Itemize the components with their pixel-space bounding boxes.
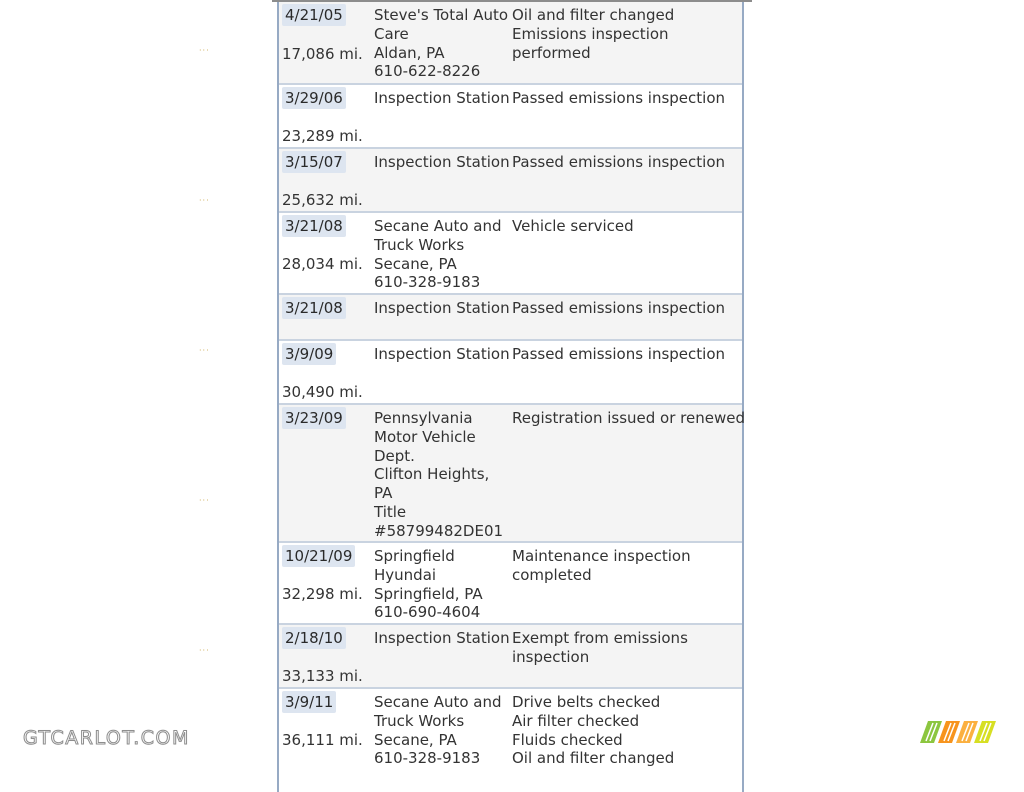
record-location [374,547,509,622]
history-record [279,341,742,405]
location-line: Motor Vehicle [374,427,476,446]
service-line: Passed emissions inspection [512,345,726,363]
record-date: 3/15/07 [282,151,346,173]
record-location [374,299,509,318]
service-line: Passed emissions inspection [512,89,726,107]
service-line: Exempt from emissions [512,629,688,647]
location-line: #58799482DE01 [374,521,504,540]
location-line: Pennsylvania [374,409,473,427]
location-line: Inspection Station [374,89,510,107]
location-line: Secane Auto and [374,693,502,711]
decorative-dots: ··· [199,196,210,205]
service-line: Fluids checked [512,730,623,749]
location-line: Secane Auto and [374,217,502,235]
location-line: Inspection Station [374,299,510,317]
location-line: Inspection Station [374,153,510,171]
location-line: Hyundai [374,565,437,584]
decorative-dots: ··· [199,46,210,55]
record-mileage: 17,086 mi. [282,45,363,63]
service-line: Maintenance inspection [512,547,691,565]
service-line: Passed emissions inspection [512,153,726,171]
record-location [374,217,509,292]
service-line: Vehicle serviced [512,217,634,235]
service-line: Registration issued or renewed [512,409,745,427]
record-location [374,345,509,364]
record-mileage: 36,111 mi. [282,731,363,749]
service-line: Air filter checked [512,711,640,730]
record-date: 3/29/06 [282,87,346,109]
record-mileage: 28,034 mi. [282,255,363,273]
history-record [279,213,742,295]
service-line: Drive belts checked [512,693,661,711]
location-line: Secane, PA [374,254,457,273]
record-date: 3/21/08 [282,215,346,237]
record-service [512,6,740,62]
history-record [279,85,742,149]
record-date: 3/9/11 [282,691,336,713]
record-mileage: 33,133 mi. [282,667,363,685]
location-line: Care [374,24,409,43]
record-location [374,89,509,108]
brand-stripes-logo [920,721,998,743]
record-service [512,547,740,585]
location-line: 610-328-9183 [374,273,481,292]
record-date: 3/21/08 [282,297,346,319]
record-service [512,217,740,236]
record-mileage: 25,632 mi. [282,191,363,209]
location-line: Title [374,502,407,521]
history-record [279,2,742,85]
decorative-dots: ··· [199,646,210,655]
location-line: Dept. [374,446,415,465]
location-line: 610-328-9183 [374,749,481,768]
history-record [279,689,742,789]
record-mileage: 23,289 mi. [282,127,363,145]
record-date: 3/23/09 [282,407,346,429]
record-service [512,345,740,364]
record-location [374,629,509,648]
record-location [374,6,509,81]
location-line: Steve's Total Auto [374,6,509,24]
record-date: 4/21/05 [282,4,346,26]
record-date: 10/21/09 [282,545,355,567]
location-line: Truck Works [374,711,465,730]
record-service [512,89,740,108]
service-line: inspection [512,647,590,666]
location-line: Springfield [374,547,455,565]
location-line: Inspection Station [374,345,510,363]
decorative-dots: ··· [199,496,210,505]
location-line: Inspection Station [374,629,510,647]
record-service [512,153,740,172]
record-mileage: 32,298 mi. [282,585,363,603]
location-line: Aldan, PA [374,43,445,62]
history-record [279,405,745,543]
record-location [374,409,509,541]
location-line: Truck Works [374,235,465,254]
service-line: performed [512,43,591,62]
record-location [374,693,509,768]
service-line: Passed emissions inspection [512,299,726,317]
record-date: 2/18/10 [282,627,346,649]
location-line: Clifton Heights, [374,465,490,484]
service-line: Emissions inspection [512,24,669,43]
record-date: 3/9/09 [282,343,336,365]
site-watermark: GTCARLOT.COM [23,727,190,749]
location-line: 610-622-8226 [374,62,481,81]
record-service [512,299,740,318]
history-record [279,295,742,341]
record-location [374,153,509,172]
record-service [512,693,740,768]
history-record [279,149,742,213]
service-line: completed [512,565,592,584]
record-service [512,629,740,667]
location-line: Springfield, PA [374,584,483,603]
decorative-dots: ··· [199,346,210,355]
service-line: Oil and filter changed [512,749,675,768]
history-record [279,543,742,625]
location-line: PA [374,484,393,503]
location-line: 610-690-4604 [374,603,481,622]
record-service [512,409,745,428]
history-record [279,625,742,689]
vehicle-history-table [277,2,744,792]
service-line: Oil and filter changed [512,6,675,24]
location-line: Secane, PA [374,730,457,749]
record-mileage: 30,490 mi. [282,383,363,401]
